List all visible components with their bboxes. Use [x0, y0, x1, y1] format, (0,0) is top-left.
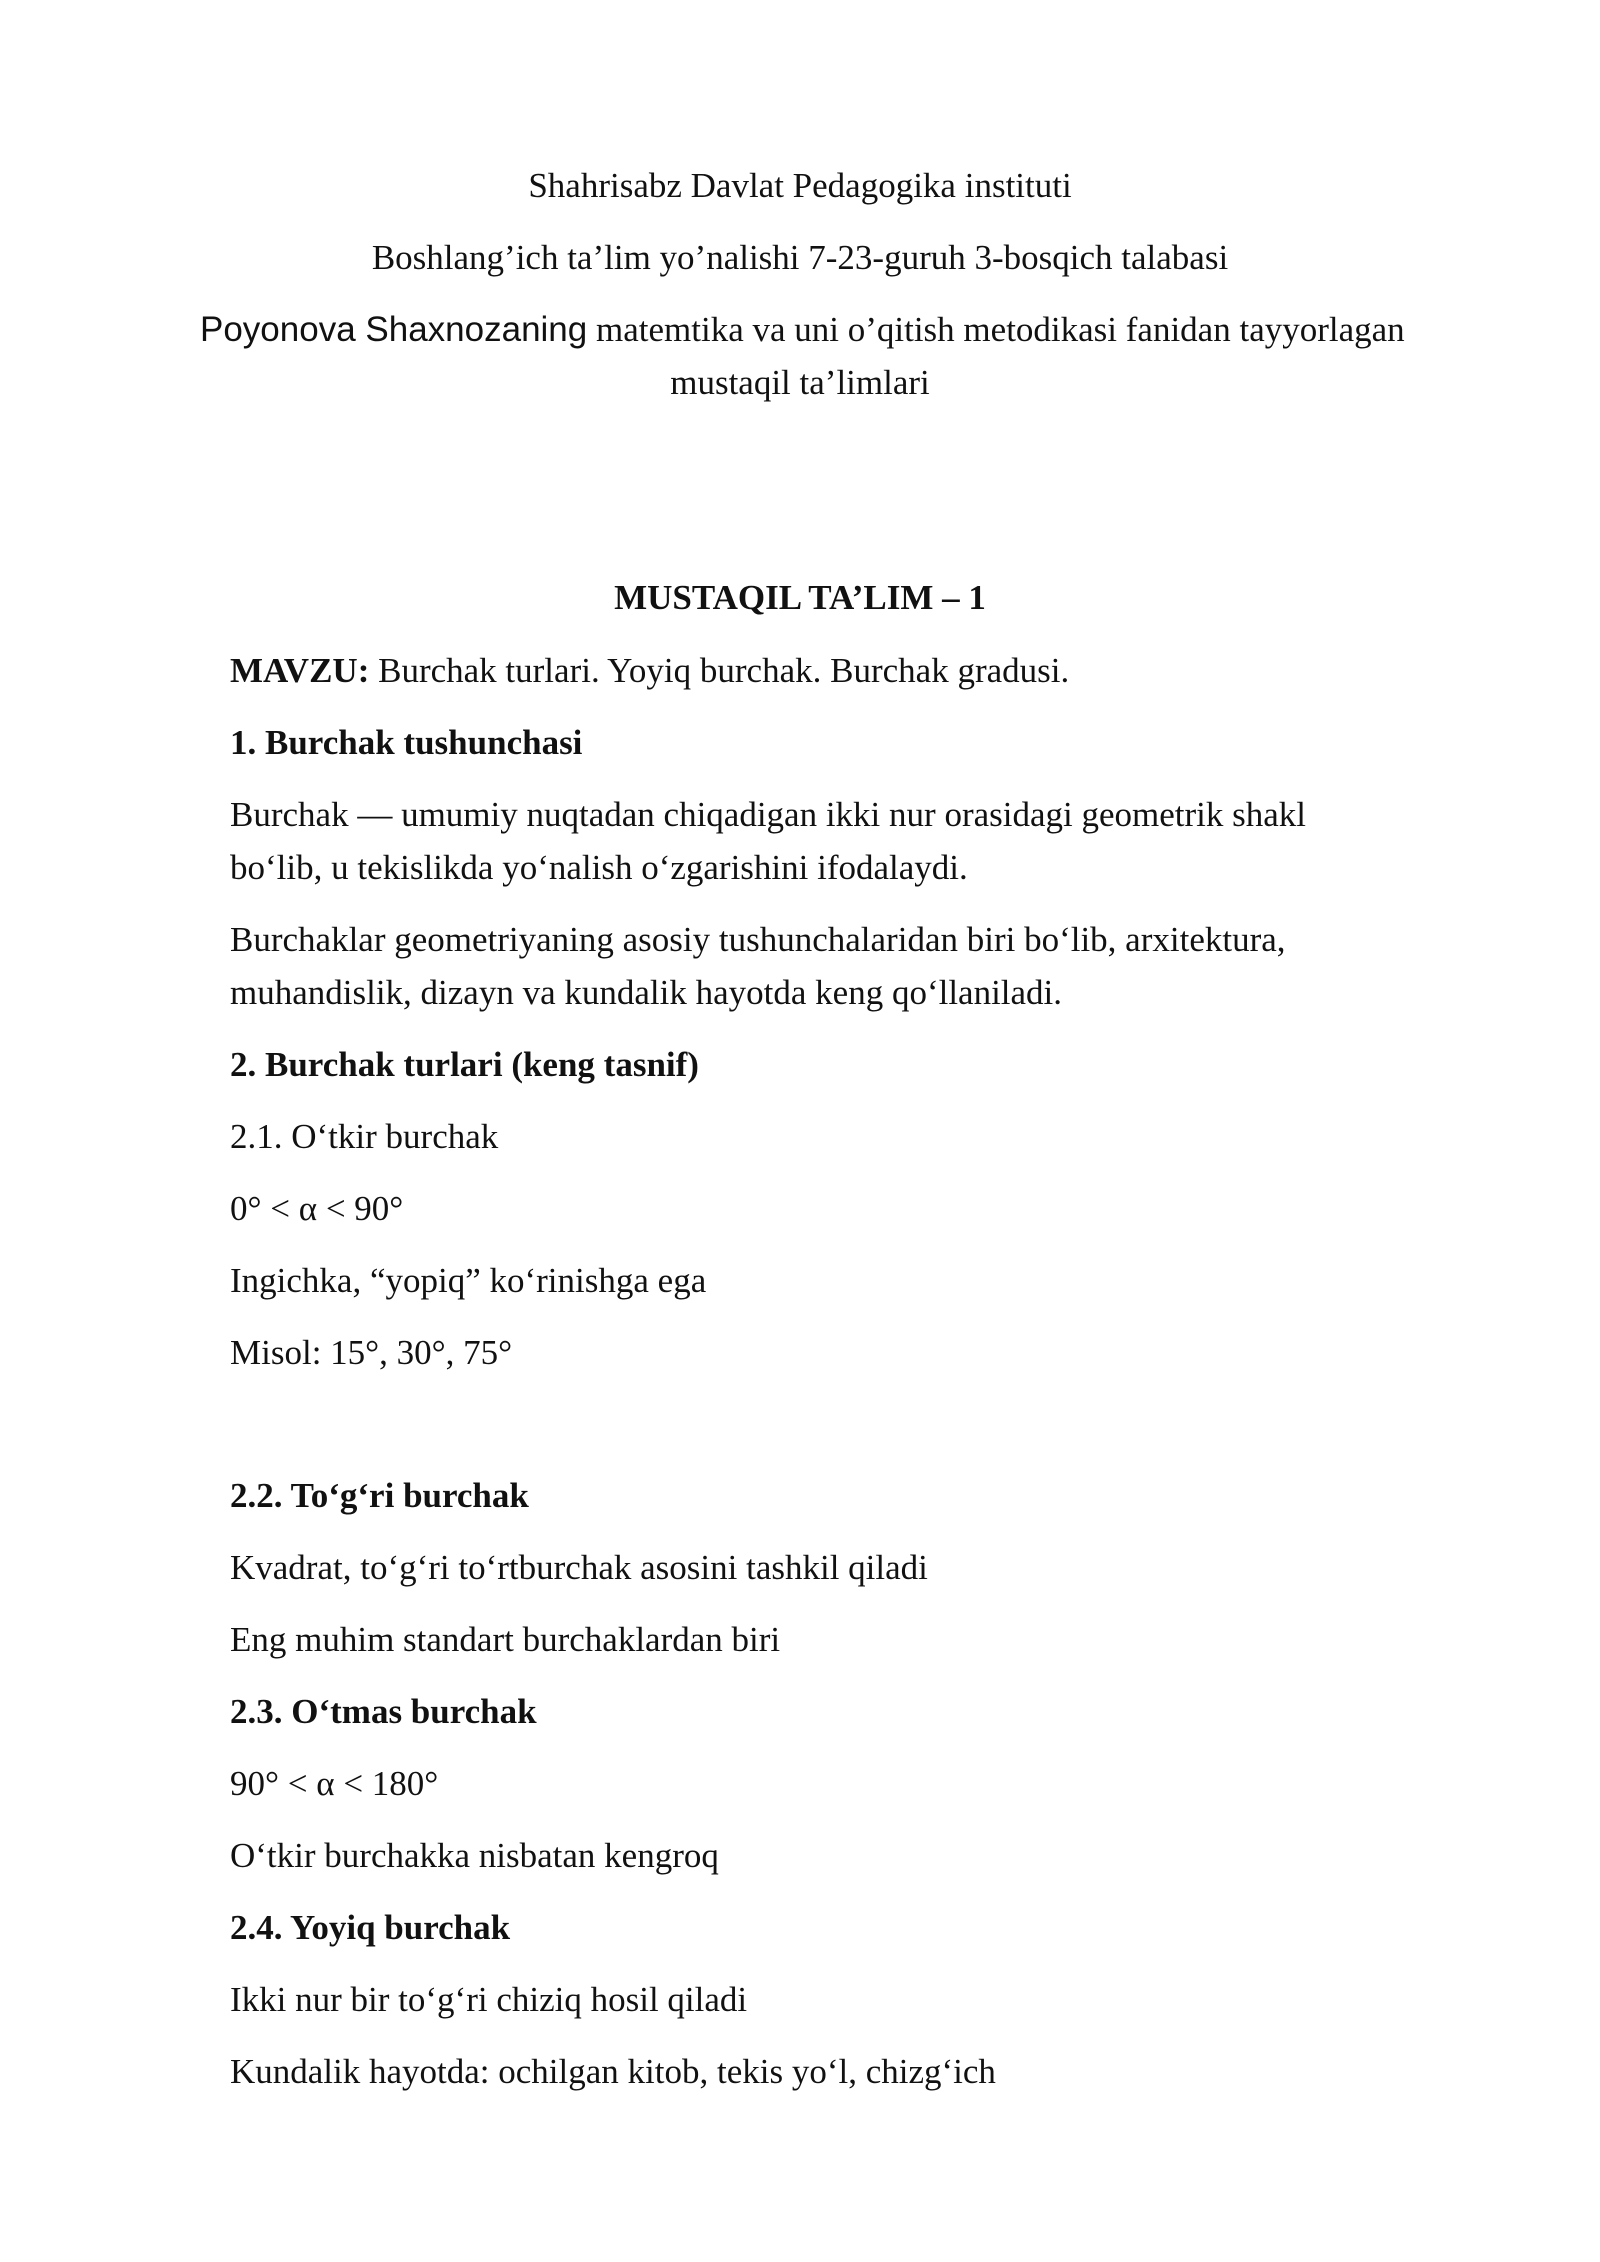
- page-title: MUSTAQIL TA’LIM – 1: [614, 578, 986, 617]
- institute-name: Shahrisabz Davlat Pedagogika instituti: [528, 166, 1072, 205]
- topic-line: [230, 645, 1410, 697]
- topic-label: MAVZU:: [230, 651, 370, 690]
- section-1-paragraph-1-line-2: bo‘lib, u tekislikda yo‘nalish o‘zgarishini ifodalaydi.: [230, 848, 968, 887]
- right-angle-heading: 2.2. To‘g‘ri burchak: [230, 1476, 529, 1515]
- acute-angle-title: 2.1. O‘tkir burchak: [230, 1117, 499, 1156]
- author-line: [200, 304, 1405, 356]
- right-angle-line-2: Eng muhim standart burchaklardan biri: [230, 1620, 781, 1659]
- right-angle-line-1: Kvadrat, to‘g‘ri to‘rtburchak asosini tashkil qiladi: [230, 1548, 928, 1587]
- work-type: mustaqil ta’limlari: [670, 363, 930, 402]
- acute-angle-example: Misol: 15°, 30°, 75°: [230, 1333, 513, 1372]
- topic-text: Burchak turlari. Yoyiq burchak. Burchak gradusi.: [369, 651, 1070, 690]
- acute-angle-description: Ingichka, “yopiq” ko‘rinishga ega: [230, 1261, 707, 1300]
- author-subject: matemtika va uni o’qitish metodikasi fanidan tayyorlagan: [587, 310, 1405, 349]
- obtuse-angle-range: 90° < α < 180°: [230, 1764, 439, 1803]
- student-group: Boshlang’ich ta’lim yo’nalishi 7-23-guruh 3-bosqich talabasi: [371, 238, 1229, 277]
- section-1-heading: 1. Burchak tushunchasi: [230, 723, 583, 762]
- straight-angle-line-1: Ikki nur bir to‘g‘ri chiziq hosil qiladi: [230, 1980, 748, 2019]
- acute-angle-range: 0° < α < 90°: [230, 1189, 404, 1228]
- obtuse-angle-description: O‘tkir burchakka nisbatan kengroq: [230, 1836, 719, 1875]
- section-1-paragraph-2-line-1: Burchaklar geometriyaning asosiy tushunchalaridan biri bo‘lib, arxitektura,: [230, 920, 1286, 959]
- section-1-paragraph-2-line-2: muhandislik, dizayn va kundalik hayotda keng qo‘llaniladi.: [230, 973, 1063, 1012]
- straight-angle-line-2: Kundalik hayotda: ochilgan kitob, tekis yo‘l, chizg‘ich: [230, 2052, 996, 2091]
- section-1-paragraph-1-line-1: Burchak — umumiy nuqtadan chiqadigan ikki nur orasidagi geometrik shakl: [230, 795, 1307, 834]
- obtuse-angle-heading: 2.3. O‘tmas burchak: [230, 1692, 537, 1731]
- section-2-heading: 2. Burchak turlari (keng tasnif): [230, 1045, 699, 1084]
- straight-angle-heading: 2.4. Yoyiq burchak: [230, 1908, 511, 1947]
- author-name: Poyonova Shaxnozaning: [200, 310, 588, 349]
